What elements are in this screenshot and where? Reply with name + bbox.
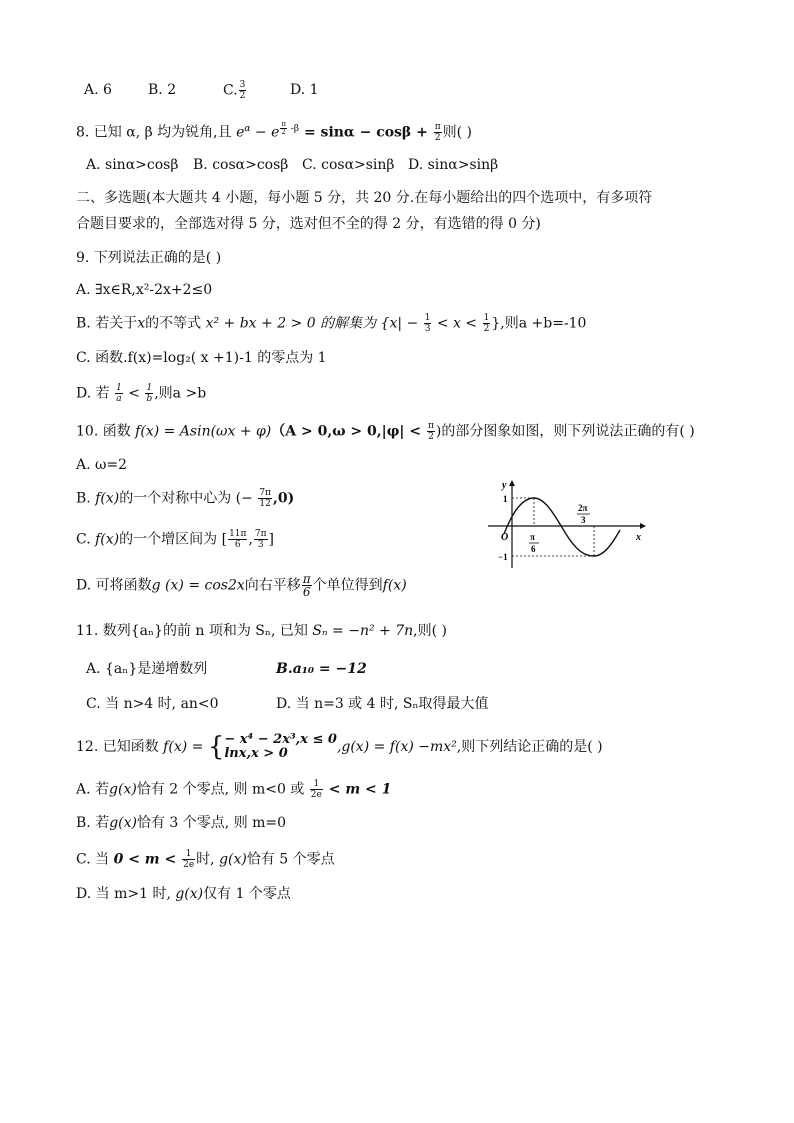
section2-heading-line2: 合题目要求的，全部选对得 5 分，选对但不全的得 2 分，有选错的得 0 分) [76,216,541,232]
q10-option-c: C. f(x)的一个增区间为 [ $\frac{11\pi}{6}$ , $\frac{7\pi}{3}$ ] [76,529,275,550]
q11-stem: 11. 数列{aₙ}的前 n 项和为 Sₙ, 已知 Sₙ = −n² + 7n,则( ) [76,623,447,639]
x-tick-2pi3-den: 3 [581,515,586,525]
sine-curve [504,498,620,556]
x-tick-2pi3-num: 2π [578,503,588,513]
q9-stem: 9. 下列说法正确的是( ) [76,250,222,266]
q10-option-b: B. f(x)的一个对称中心为 (− $\frac{7\pi}{12}$ ,0) [76,488,295,509]
q11-option-d: D. 当 n=3 或 4 时, Sₙ取得最大值 [276,696,489,712]
y-axis-arrow [509,480,515,486]
q7-option-b: B. 2 [148,82,177,98]
q8-option-b: B. cosα>cosβ [193,157,289,173]
q7-option-a: A. 6 [84,82,112,98]
q12-option-a: A. 若g(x)恰有 2 个零点, 则 m<0 或 $\frac{1}{2e}$ < m < 1 [76,779,392,800]
q7-option-d: D. 1 [290,82,319,98]
q9-option-b: B. 若关于x的不等式 x² + bx + 2 > 0 的解集为 {x| − $\frac{1}{3}$ < x < $\frac{1}{2}$ },则a +b=-10 [76,313,587,334]
q9-option-a: A. ∃x∈R,x²-2x+2≤0 [76,282,213,298]
q11-option-b: B.a₁₀ = −12 [276,661,367,677]
x-axis-label: x [636,532,641,543]
y-tick-1: 1 [503,494,508,504]
q12-option-c: C. 当 0 < m < $\frac{1}{2e}$ 时, g(x)恰有 5 个零点 [76,849,335,870]
q9-option-d: D. 若 $\frac{1}{a}$ < $\frac{1}{b}$ ,则a >b [76,383,207,404]
q8-stem: 8. 已知 α, β 均为锐角,且 $e^\alpha - e$ $^{\frac{\pi}{2} -\beta}$ = sinα − cosβ + $\frac{\pi}{2}$ 则( ) [76,120,473,144]
q9-option-c: C. 函数.f(x)=log₂( x +1)-1 的零点为 1 [76,350,327,366]
q10-sine-graph [486,478,646,570]
q8-option-d: D. sinα>sinβ [408,157,499,173]
x-tick-pi6-num: π [530,532,535,542]
q8-option-c: C. cosα>sinβ [302,157,395,173]
q11-option-c: C. 当 n>4 时, an<0 [86,696,219,712]
q10-option-d: D. 可将函数g (x) = cos2x向右平移 $\frac{\pi}{6}$ 个单位得到f(x) [76,572,407,599]
q12-option-d: D. 当 m>1 时, g(x)仅有 1 个零点 [76,886,291,902]
q12-stem: 12. 已知函数 f(x) = { − x⁴ − 2x³,x ≤ 0 lnx,x > 0 ,g(x) = f(x) −mx²,则下列结论正确的是( ) [76,732,603,762]
q7-option-c: C. $\frac{3}{2}$ [223,80,246,101]
q11-option-a: A. {aₙ}是递增数列 [86,661,208,677]
y-axis-label: y [502,480,507,491]
x-tick-pi6-den: 6 [531,544,536,554]
q12-option-b: B. 若g(x)恰有 3 个零点, 则 m=0 [76,815,287,831]
section2-heading-line1: 二、多选题(本大题共 4 小题，每小题 5 分，共 20 分.在每小题给出的四个选项中，有多项符 [76,190,653,206]
q8-option-a: A. sinα>cosβ [86,157,179,173]
y-tick-neg1: −1 [498,552,508,562]
q10-option-a: A. ω=2 [76,457,128,473]
origin-label: O [501,532,509,543]
q10-stem: 10. 函数 f(x) = Asin(ωx + φ)（A > 0,ω > 0,|φ| < $\frac{\pi}{2}$ )的部分图象如图，则下列说法正确的有( ) [76,421,695,442]
x-axis-arrow [640,523,646,529]
